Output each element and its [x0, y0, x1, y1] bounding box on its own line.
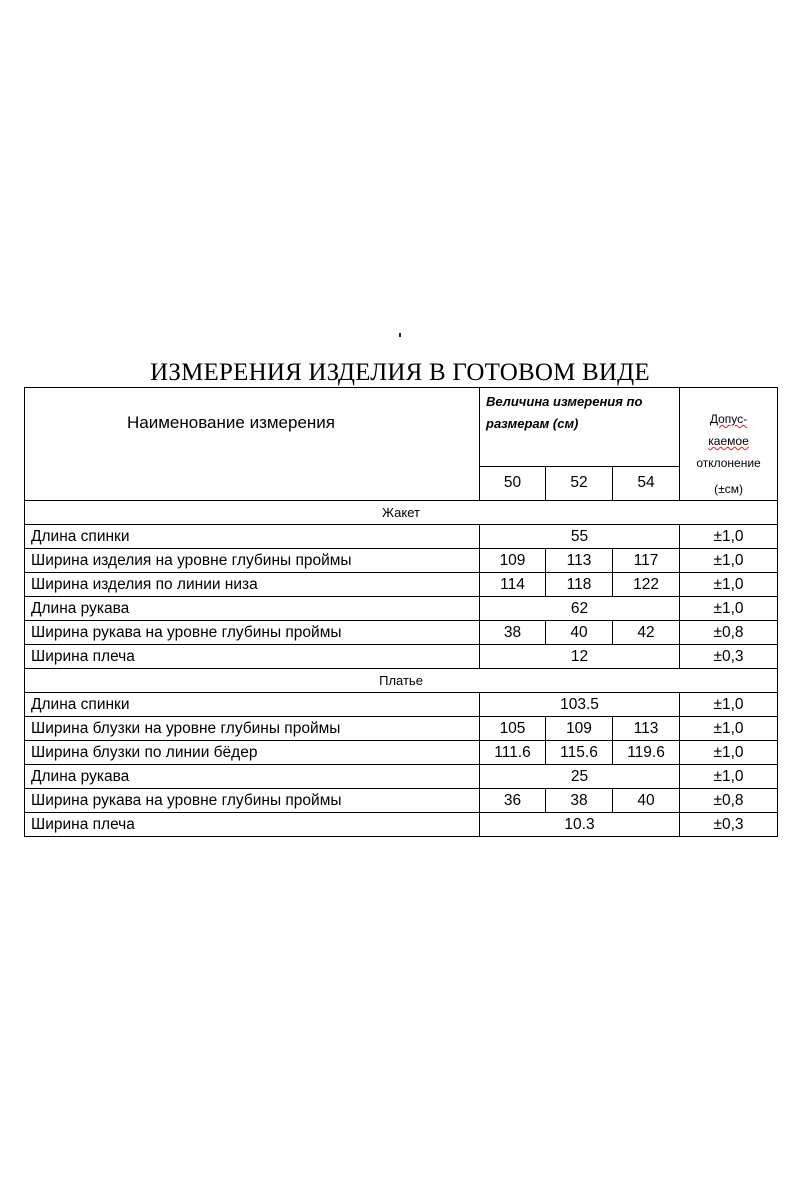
measure-value-54: 40 — [613, 789, 680, 813]
measure-value-52: 118 — [546, 573, 613, 597]
table-row — [25, 693, 778, 717]
measure-value: 12 — [480, 645, 680, 669]
table-row — [25, 573, 778, 597]
measure-tolerance: ±0,8 — [680, 621, 778, 645]
measure-value-50: 36 — [480, 789, 546, 813]
measure-tolerance: ±0,3 — [680, 813, 778, 837]
header-row — [25, 388, 778, 467]
measure-value-54: 122 — [613, 573, 680, 597]
measure-tolerance: ±1,0 — [680, 765, 778, 789]
measure-value-52: 113 — [546, 549, 613, 573]
table-row — [25, 621, 778, 645]
stray-mark — [399, 333, 401, 337]
measure-value-54: 117 — [613, 549, 680, 573]
table-row — [25, 813, 778, 837]
measure-name: Длина спинки — [25, 525, 480, 549]
measurements-table — [24, 387, 778, 837]
table-row — [25, 525, 778, 549]
measure-name: Длина рукава — [25, 597, 480, 621]
section-title: Жакет — [25, 501, 778, 525]
measure-value-52: 115.6 — [546, 741, 613, 765]
table-row — [25, 789, 778, 813]
document-title: ИЗМЕРЕНИЯ ИЗДЕЛИЯ В ГОТОВОМ ВИДЕ — [150, 359, 650, 386]
section-title: Платье — [25, 669, 778, 693]
measure-value: 10.3 — [480, 813, 680, 837]
measure-tolerance: ±0,3 — [680, 645, 778, 669]
measure-tolerance: ±1,0 — [680, 573, 778, 597]
measure-value-50: 105 — [480, 717, 546, 741]
measure-value-52: 40 — [546, 621, 613, 645]
header-value-column: Величина измерения по размерам (см) — [480, 388, 680, 467]
tolerance-line-1: Допус- — [709, 412, 748, 426]
measure-value: 25 — [480, 765, 680, 789]
measure-value: 62 — [480, 597, 680, 621]
measure-name: Ширина рукава на уровне глубины проймы — [25, 789, 480, 813]
measure-value-50: 111.6 — [480, 741, 546, 765]
measure-tolerance: ±1,0 — [680, 597, 778, 621]
size-52: 52 — [546, 466, 613, 500]
header-name-column: Наименование измерения — [25, 388, 480, 501]
measure-value-50: 38 — [480, 621, 546, 645]
size-50: 50 — [480, 466, 546, 500]
measure-name: Ширина плеча — [25, 813, 480, 837]
measure-name: Ширина блузки на уровне глубины проймы — [25, 717, 480, 741]
measure-value-52: 38 — [546, 789, 613, 813]
table-row — [25, 645, 778, 669]
table-row — [25, 597, 778, 621]
measure-value-54: 42 — [613, 621, 680, 645]
measure-name: Ширина изделия на уровне глубины проймы — [25, 549, 480, 573]
size-54: 54 — [613, 466, 680, 500]
tolerance-line-4: (±см) — [714, 482, 743, 496]
measure-tolerance: ±1,0 — [680, 717, 778, 741]
measure-name: Длина рукава — [25, 765, 480, 789]
measure-value-54: 113 — [613, 717, 680, 741]
measure-tolerance: ±1,0 — [680, 693, 778, 717]
measure-value-52: 109 — [546, 717, 613, 741]
measure-name: Ширина рукава на уровне глубины проймы — [25, 621, 480, 645]
measure-name: Ширина изделия по линии низа — [25, 573, 480, 597]
table-row — [25, 741, 778, 765]
measure-tolerance: ±1,0 — [680, 525, 778, 549]
measure-tolerance: ±1,0 — [680, 741, 778, 765]
measure-value-54: 119.6 — [613, 741, 680, 765]
measure-value-50: 114 — [480, 573, 546, 597]
measure-value-50: 109 — [480, 549, 546, 573]
header-tolerance-column — [680, 388, 778, 501]
measure-name: Ширина блузки по линии бёдер — [25, 741, 480, 765]
measure-tolerance: ±1,0 — [680, 549, 778, 573]
measure-value: 55 — [480, 525, 680, 549]
measure-value: 103.5 — [480, 693, 680, 717]
table-row — [25, 549, 778, 573]
tolerance-line-3: отклонение — [696, 456, 761, 470]
measure-name: Ширина плеча — [25, 645, 480, 669]
table-row — [25, 717, 778, 741]
measure-tolerance: ±0,8 — [680, 789, 778, 813]
section-row-jacket — [25, 501, 778, 525]
measure-name: Длина спинки — [25, 693, 480, 717]
table-row — [25, 765, 778, 789]
section-row-dress — [25, 669, 778, 693]
tolerance-line-2: каемое — [708, 434, 749, 448]
